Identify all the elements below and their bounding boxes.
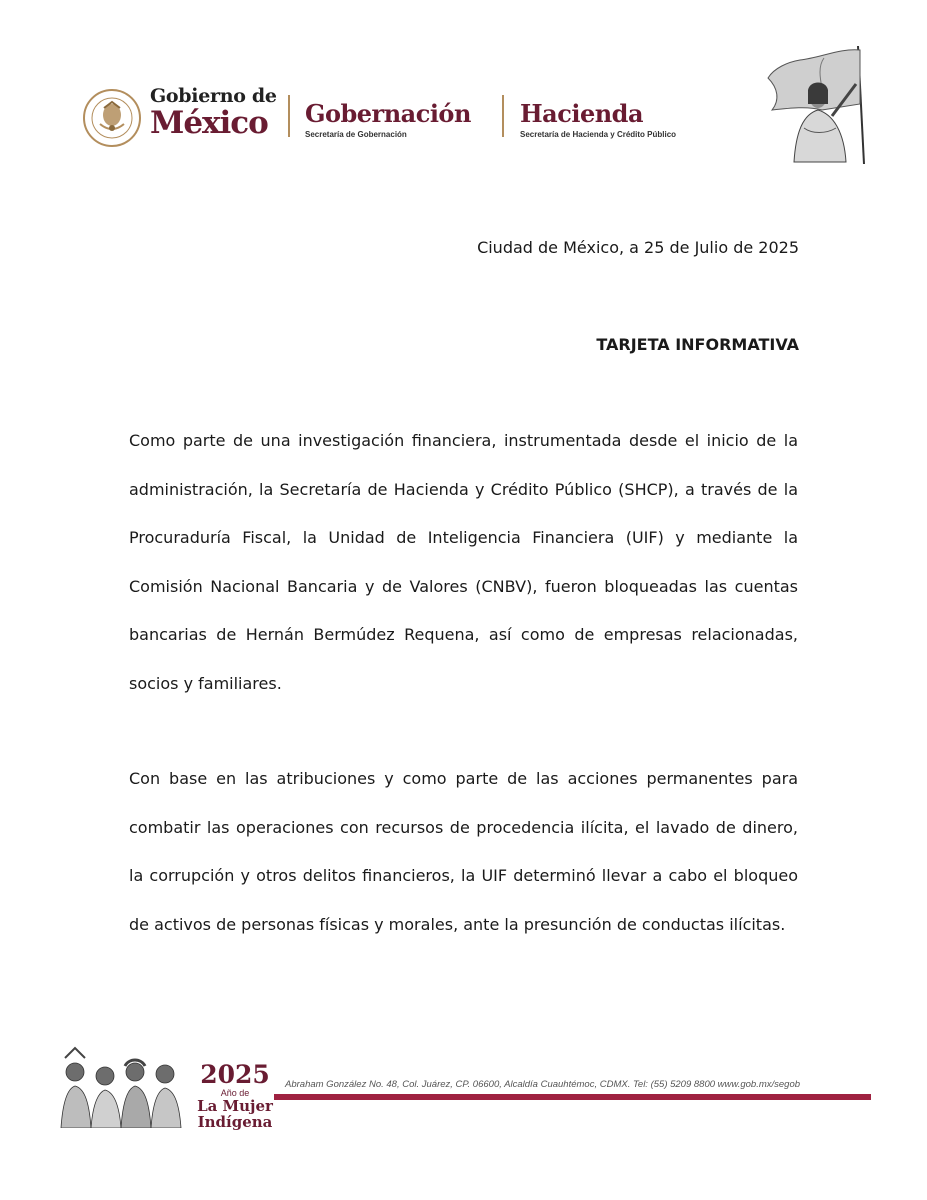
indigenous-women-illustration-icon bbox=[55, 1044, 187, 1128]
heroine-flag-illustration-icon bbox=[760, 44, 876, 164]
la-mujer-label: La Mujer bbox=[197, 1097, 273, 1115]
hacienda-logo bbox=[520, 100, 676, 140]
logo-divider bbox=[502, 95, 504, 137]
letterhead bbox=[0, 0, 927, 180]
ano-mujer-indigena-logo bbox=[196, 1062, 274, 1130]
mexico-line: México bbox=[150, 105, 268, 141]
footer-address: Abraham González No. 48, Col. Juárez, CP. 06600, Alcaldía Cuauhtémoc, CDMX. Tel: (55) 5209 8800 www.gob.mx/segob bbox=[285, 1079, 801, 1090]
paragraph: Como parte de una investigación financiera, instrumentada desde el inicio de la administración, la Secretaría de Hacienda y Crédito Público (SHCP), a través de la Procuraduría Fiscal, la Unidad de Inteligencia Financiera (UIF) y mediante la Comisión Nacional Bancaria y de Valores (CNBV), fueron bloqueadas las cuentas bancarias de Hernán Bermúdez Requena, así como de empresas relacionadas, socios y familiares. bbox=[129, 431, 798, 693]
hacienda-name: Hacienda bbox=[520, 99, 644, 128]
indigena-label: Indígena bbox=[197, 1113, 273, 1131]
year-label: 2025 bbox=[200, 1060, 270, 1089]
year-sub-label: Año de bbox=[220, 1088, 250, 1098]
gobierno-de-mexico-logo bbox=[150, 86, 277, 140]
mexico-coat-of-arms-icon bbox=[82, 88, 142, 148]
gobernacion-subtitle: Secretaría de Gobernación bbox=[305, 130, 407, 139]
paragraph: Con base en las atribuciones y como parte de las acciones permanentes para combatir las operaciones con recursos de procedencia ilícita, el lavado de dinero, la corrupción y otros delitos financieros, la UIF determinó llevar a cabo el bloqueo de activos de personas físicas y morales, ante la presunción de conductas ilícitas. bbox=[129, 769, 798, 934]
document-title: TARJETA INFORMATIVA bbox=[596, 335, 799, 354]
document-date: Ciudad de México, a 25 de Julio de 2025 bbox=[477, 238, 799, 257]
logo-divider bbox=[288, 95, 290, 137]
hacienda-subtitle: Secretaría de Hacienda y Crédito Público bbox=[520, 130, 677, 139]
footer-divider bbox=[274, 1094, 871, 1100]
gobernacion-name: Gobernación bbox=[305, 99, 471, 128]
gobernacion-logo bbox=[305, 100, 471, 140]
gobierno-line: Gobierno de bbox=[150, 85, 277, 107]
